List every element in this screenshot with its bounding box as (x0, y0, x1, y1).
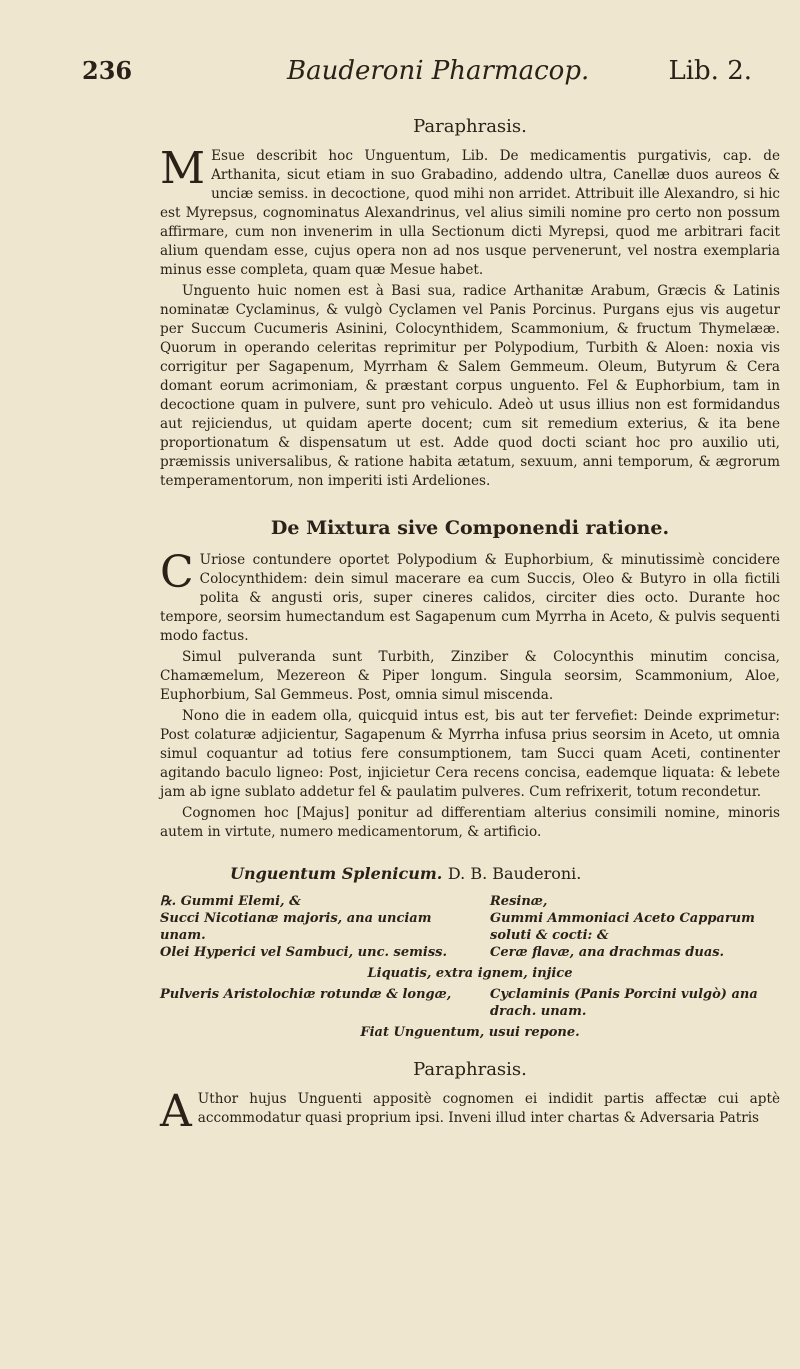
drop-cap: C (160, 547, 194, 598)
paraphrasis-paragraph-1: M Esue describit hoc Unguentum, Lib. De medicamentis purgativis, cap. de Arthanita, sicut etiam in suo Grabadino, addendo ultra, Canellæ duos aureos & unciæ semiss. in decoctione, quod mihi non arridet. Attribuit ille Alexandro, si hic est Myrepsus, cognominatus Alexandrinus, vel alius simili nomine pro certo non possum affirmare, cum non invenerim in ulla Sectionum dicti Myrepsi, quod me arbitrari facit alium quendam esse, cujus opera non ad nos usque pervenerunt, vel nostra exemplaria minus esse completa, quam quæ Mesue habet. (160, 143, 780, 278)
paraphrasis-heading: Paraphrasis. (413, 116, 527, 137)
paraphrasis-paragraph-2: Unguento huic nomen est à Basi sua, radice Arthanitæ Arabum, Græcis & Latinis nominatæ Cyclaminus, & vulgò Cyclamen vel Panis Porcinus. Purgans ejus vis augetur per Succum Cucumeris Asinini, Colocynthidem, Scammonium, & fructum Thymelææ. Quorum in operando celeritas reprimitur per Polypodium, Turbith & Aloen: noxia vis corrigitur per Sagapenum, Myrrham & Salem Gemmeum. Oleum, Butyrum & Cera domant eorum acrimoniam, & præstant corpus unguento. Fel & Euphorbium, tam in decoctione quam in pulvere, sunt pro vehiculo. Adeò ut usus illius non est formidandus aut rejiciendus, ut quidam aperte docent; cum sit remedium exterius, & ita bene proportionatum & dispensatum ut est. Adde quod docti sciant hoc pro auxilio uti, præmissis universalibus, & ratione habita ætatum, sexuum, anni temporum, & ægrorum temperamentorum, non imperiti isti Ardeliones. (160, 283, 780, 489)
book-label: Lib. 2. (668, 56, 752, 86)
ingredient-right: Resinæ, (490, 894, 548, 909)
page-number: 236 (82, 56, 133, 85)
ingredient-right: Cyclaminis (Panis Porcini vulgò) ana drach. unam. (490, 987, 758, 1019)
ingredient-right: Ceræ flavæ, ana drachmas duas. (490, 945, 725, 960)
recipe-instruction: Liquatis, extra ignem, injice (367, 966, 573, 981)
ingredient-right: Gummi Ammoniaci Aceto Capparum soluti & cocti: & (490, 911, 755, 943)
recipe-title: Unguentum Splenicum. D. B. Bauderoni. (230, 864, 582, 883)
mixtura-paragraph-2: Simul pulveranda sunt Turbith, Zinziber & Colocynthis minutim concisa, Chamæmelum, Mezereon & Piper longum. Singula seorsim, Scammonium, Aloe, Euphorbium, Sal Gemmeus. Post, omnia simul miscenda. (160, 649, 780, 703)
ingredient-left: Pulveris Aristolochiæ rotundæ & longæ, (160, 987, 452, 1002)
paraphrasis-paragraph: A Uthor hujus Unguenti appositè cognomen ei indidit partis affectæ cui aptè accommodatur quasi proprium ipsi. Inveni illud inter chartas & Adversaria Patris (160, 1086, 780, 1137)
page-header (82, 56, 752, 96)
drop-cap: M (160, 143, 206, 194)
drop-cap: A (160, 1086, 192, 1137)
recipe-ingredients (160, 893, 780, 961)
mixtura-paragraph-3: Nono die in eadem olla, quicquid intus est, bis aut ter fervefiet: Deinde exprimetur: Post colaturæ adjicientur, Sagapenum & Myrrha infusa prius seorsim in Aceto, ut omnia simul coquantur ad totius fere consumptionem, tam Succi quam Aceti, continenter agitando baculo ligneo: Post, injicietur Cera recens concisa, eademque liquata: & lebete jam ab igne sublato addetur fel & paulatim pulveres. Cum refrixerit, totum recondetur. (160, 708, 780, 800)
ingredient-left: Succi Nicotianæ majoris, ana unciam unam. (160, 911, 432, 943)
recipe-author: D. B. Bauderoni. (447, 864, 582, 883)
recipe-instruction: Fiat Unguentum, usui repone. (360, 1025, 580, 1040)
mixtura-paragraph-4: Cognomen hoc [Majus] ponitur ad differentiam alterius consimili nomine, minoris autem in virtute, numero medicamentorum, & artificio. (160, 805, 780, 840)
ingredient-left: ℞. Gummi Elemi, & (160, 894, 301, 909)
recipe-ingredients (160, 986, 780, 1020)
mixtura-heading: De Mixtura sive Componendi ratione. (270, 517, 670, 539)
page-content (160, 116, 780, 1137)
ingredient-left: Olei Hyperici vel Sambuci, unc. semiss. (160, 945, 447, 960)
mixtura-paragraph-1: C Uriose contundere oportet Polypodium & Euphorbium, & minutissimè concidere Colocynthidem: dein simul macerare ea cum Succis, Oleo & Butyro in olla fictili polita & angusti oris, super cineres calidos, circiter dies octo. Durante hoc tempore, seorsim humectandum est Sagapenum cum Myrrha in Aceto, & pulvis sequenti modo factus. (160, 547, 780, 644)
paraphrasis-heading: Paraphrasis. (413, 1059, 527, 1080)
running-title: Bauderoni Pharmacop. (287, 56, 590, 86)
